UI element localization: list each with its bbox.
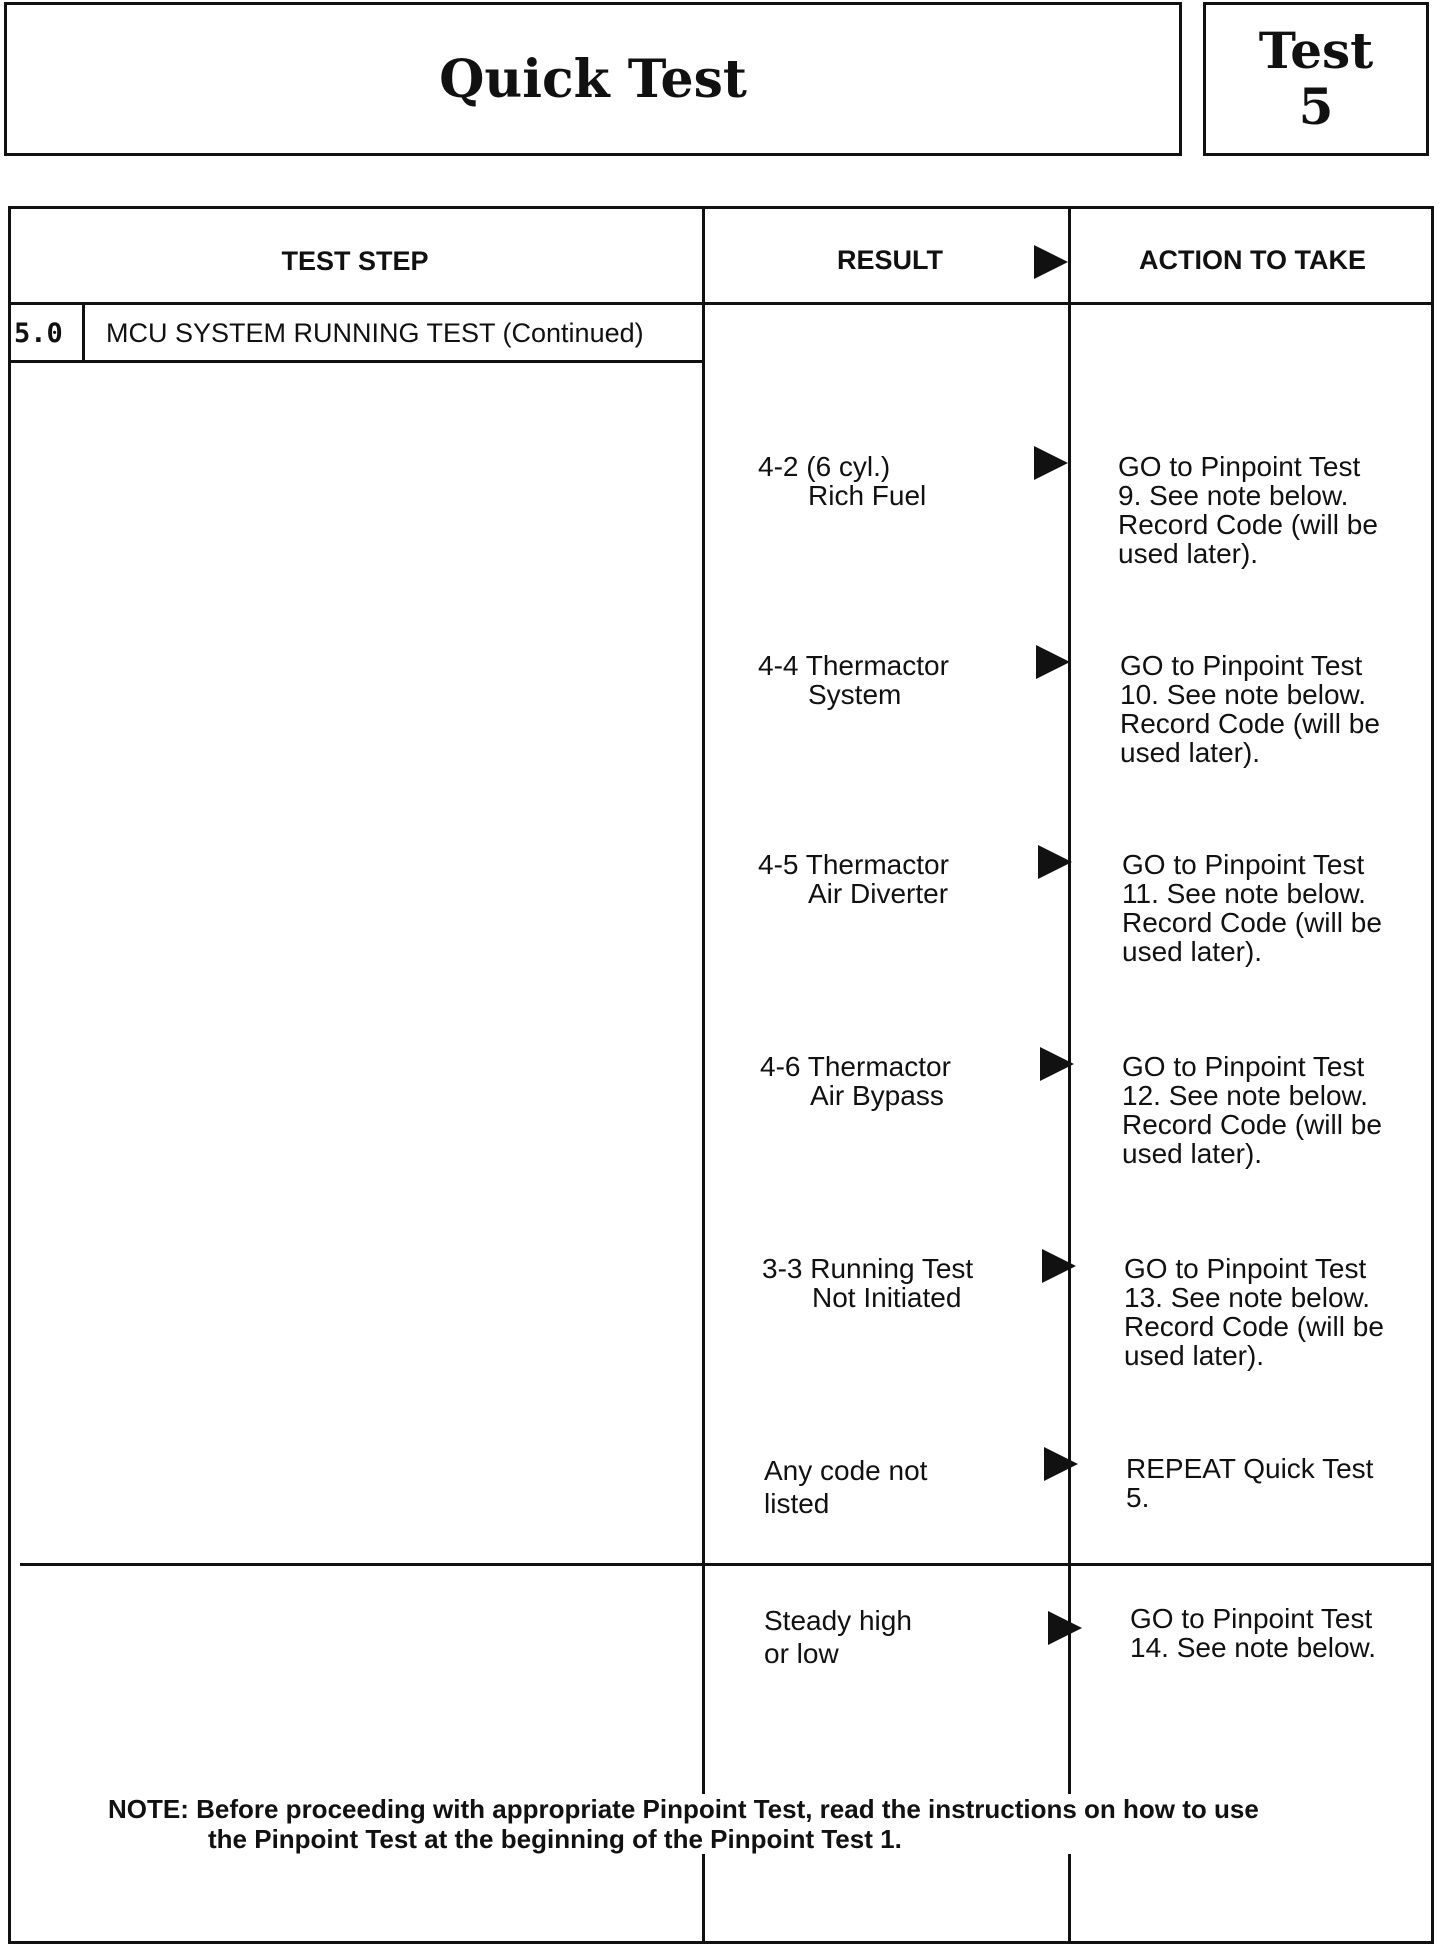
- arrow-icon: [1044, 1447, 1078, 1481]
- result-cell: 3-3 Running Test Not Initiated: [762, 1253, 974, 1313]
- result-cell: 4-2 (6 cyl.) Rich Fuel: [758, 451, 927, 511]
- step-title: MCU SYSTEM RUNNING TEST (Continued): [106, 318, 644, 348]
- test-word: Test: [1258, 21, 1374, 80]
- action-cell: GO to Pinpoint Test 11. See note below. Record Code (will be used later).: [1122, 849, 1382, 967]
- header-arrow-icon: [1034, 245, 1068, 279]
- column-divider-1: [702, 206, 705, 1944]
- test-number: 5: [1298, 77, 1334, 136]
- result-cell: 4-4 Thermactor System: [758, 650, 949, 710]
- header-result: RESULT: [837, 245, 943, 275]
- header-rule: [8, 302, 1434, 305]
- action-cell: GO to Pinpoint Test 14. See note below.: [1130, 1603, 1376, 1663]
- action-cell: REPEAT Quick Test 5.: [1126, 1453, 1374, 1513]
- note-text: NOTE: Before proceeding with appropriate Pinpoint Test, read the instructions on how to use the Pinpoint Test at the beginning of the Pinpoint Test 1.: [100, 1794, 1267, 1854]
- page-title: Quick Test: [439, 49, 747, 110]
- action-cell: GO to Pinpoint Test 13. See note below. Record Code (will be used later).: [1124, 1253, 1384, 1371]
- header-test-step: TEST STEP: [281, 246, 429, 276]
- header-action: ACTION TO TAKE: [1139, 245, 1366, 275]
- test-label: [1206, 23, 1426, 135]
- test-number-box: [1203, 2, 1429, 156]
- section-rule: [20, 1563, 1434, 1566]
- action-cell: GO to Pinpoint Test 10. See note below. Record Code (will be used later).: [1120, 650, 1380, 768]
- step-number-divider: [82, 305, 85, 363]
- action-cell: GO to Pinpoint Test 9. See note below. Record Code (will be used later).: [1118, 451, 1378, 569]
- arrow-icon: [1048, 1611, 1082, 1645]
- step-title-rule: [8, 360, 705, 363]
- arrow-icon: [1038, 845, 1072, 879]
- arrow-icon: [1036, 645, 1070, 679]
- arrow-icon: [1042, 1249, 1076, 1283]
- arrow-icon: [1040, 1047, 1074, 1081]
- result-cell: Any code not listed: [764, 1455, 928, 1519]
- result-cell: 4-5 Thermactor Air Diverter: [758, 849, 949, 909]
- title-box: [4, 2, 1182, 156]
- step-number: 5.0: [14, 318, 63, 349]
- result-cell: Steady high or low: [764, 1605, 912, 1669]
- arrow-icon: [1034, 446, 1068, 480]
- result-cell: 4-6 Thermactor Air Bypass: [760, 1051, 951, 1111]
- action-cell: GO to Pinpoint Test 12. See note below. Record Code (will be used later).: [1122, 1051, 1382, 1169]
